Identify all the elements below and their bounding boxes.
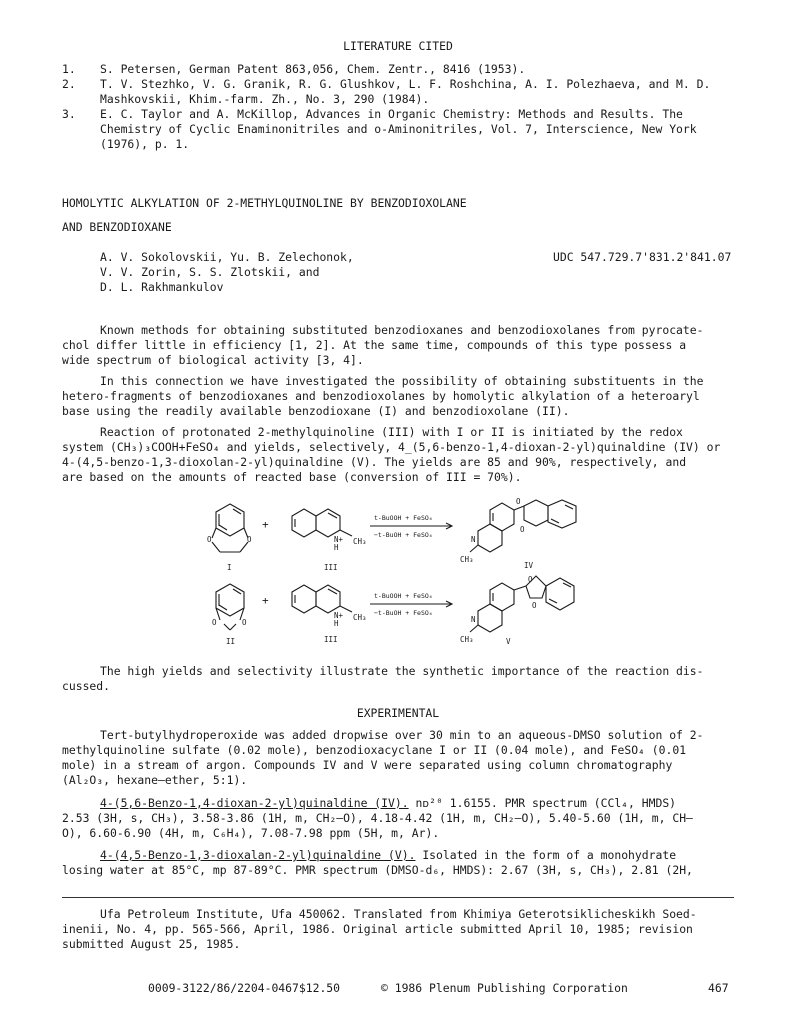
label-compound-v: V — [506, 637, 511, 646]
footnote-divider — [62, 897, 734, 898]
atom-ch3: CH₃ — [353, 537, 367, 546]
body-line: mole) in a stream of argon. Compounds IV and V were separated using column chromatography — [62, 758, 673, 772]
atom-o: O — [520, 525, 525, 534]
body-line: Tert-butylhydroperoxide was added dropwise over 30 min to an aqueous-DMSO solution of 2- — [100, 728, 704, 742]
literature-heading: LITERATURE CITED — [343, 39, 453, 53]
body-line: hetero-fragments of benzodioxanes and benzodioxolanes by homolytic alkylation of a heteroaryl — [62, 389, 700, 403]
ref-line: (1976), p. 1. — [100, 137, 190, 151]
footer-copyright: © 1986 Plenum Publishing Corporation — [381, 981, 628, 995]
arrow-reagent-top: t-BuOOH + FeSO₄ — [374, 592, 433, 600]
body-line: Known methods for obtaining substituted benzodioxanes and benzodioxolanes from pyrocate- — [100, 323, 704, 337]
arrow-reagent-top: t-BuOOH + FeSO₄ — [374, 514, 433, 522]
label-compound-ii: II — [226, 637, 236, 646]
label-compound-i: I — [227, 563, 232, 572]
udc-code: UDC 547.729.7'831.2'841.07 — [553, 250, 732, 264]
body-line: losing water at 85°C, mp 87-89°C. PMR spectrum (DMSO-d₆, HMDS): 2.67 (3H, s, CH₃), 2.81 (2H, — [62, 863, 693, 877]
body-line: 2.53 (3H, s, CH₃), 3.58-3.86 (1H, m, CH₂–O), 4.18-4.42 (1H, m, CH₂–O), 5.40-5.60 (1H, m, CH– — [62, 811, 693, 825]
compound-v-heading: 4-(4,5-Benzo-1,3-dioxalan-2-yl)quinaldine (V). — [100, 848, 416, 862]
article-title: AND BENZODIOXANE — [62, 220, 172, 234]
atom-n-plus: N+ — [334, 611, 344, 620]
atom-ch3: CH₃ — [460, 555, 474, 564]
body-line: 4-(4,5-benzo-1,3-dioxolan-2-yl)quinaldine (V). The yields are 85 and 90%, respectively, and — [62, 455, 687, 469]
ref-number: 1. — [62, 62, 76, 76]
body-line: are based on the amounts of reacted base (conversion of III = 70%). — [62, 470, 522, 484]
footnote-line: Ufa Petroleum Institute, Ufa 450062. Translated from Khimiya Geterotsiklicheskikh Soed- — [100, 907, 697, 921]
footer-code: 0009-3122/86/2204-0467$12.50 — [148, 981, 341, 995]
atom-ch3: CH₃ — [353, 613, 367, 622]
body-line: base using the readily available benzodioxane (I) and benzodioxolane (II). — [62, 404, 570, 418]
body-line: (Al₂O₃, hexane–ether, 5:1). — [62, 773, 248, 787]
arrow-reagent-bottom: −t-BuOH + FeSO₄ — [374, 609, 433, 617]
compound-v-data: Isolated in the form of a monohydrate — [415, 848, 677, 862]
label-compound-iii: III — [324, 563, 338, 572]
reaction-scheme — [190, 492, 610, 652]
page-number: 467 — [708, 981, 729, 995]
body-line: The high yields and selectivity illustrate the synthetic importance of the reaction dis- — [100, 664, 704, 678]
label-compound-iii: III — [324, 635, 338, 644]
atom-o: O — [516, 497, 521, 506]
author-line: A. V. Sokolovskii, Yu. B. Zelechonok, — [100, 250, 354, 264]
atom-h: H — [334, 543, 339, 552]
plus-sign: + — [262, 594, 269, 607]
body-line: In this connection we have investigated the possibility of obtaining substituents in the — [100, 374, 704, 388]
atom-n-plus: N+ — [334, 535, 344, 544]
body-line: methylquinoline sulfate (0.02 mole), benzodioxacyclane I or II (0.04 mole), and FeSO₄ (0.01 — [62, 743, 687, 757]
footnote-line: submitted August 25, 1985. — [62, 937, 241, 951]
ref-line: T. V. Stezhko, V. G. Granik, R. G. Glushkov, L. F. Roshchina, A. I. Polezhaeva, and M. D. — [100, 77, 711, 91]
atom-o: O — [532, 601, 537, 610]
body-line: system (CH₃)₃COOH+FeSO₄ and yields, selectively, 4_(5,6-benzo-1,4-dioxan-2-yl)quinaldine (IV) or — [62, 440, 721, 454]
ref-line: E. C. Taylor and A. McKillop, Advances in Organic Chemistry: Methods and Results. The — [100, 107, 683, 121]
atom-o: O — [247, 535, 252, 544]
compound-iv-data: nᴅ²⁰ 1.6155. PMR spectrum (CCl₄, HMDS) — [408, 796, 677, 810]
atom-n: N — [471, 615, 476, 624]
ref-number: 2. — [62, 77, 76, 91]
compound-v-line — [100, 848, 676, 863]
atom-h: H — [334, 619, 339, 628]
plus-sign: + — [262, 518, 269, 531]
ref-line: Chemistry of Cyclic Enaminonitriles and o-Aminonitriles, Vol. 7, Interscience, New York — [100, 122, 697, 136]
body-line: O), 6.60-6.90 (4H, m, C₆H₄), 7.08-7.98 ppm (5H, m, Ar). — [62, 826, 440, 840]
atom-o: O — [242, 618, 247, 627]
article-title: HOMOLYTIC ALKYLATION OF 2-METHYLQUINOLINE BY BENZODIOXOLANE — [62, 196, 467, 210]
arrow-reagent-bottom: −t-BuOH + FeSO₄ — [374, 531, 433, 539]
atom-o: O — [528, 575, 533, 584]
ref-number: 3. — [62, 107, 76, 121]
author-line: D. L. Rakhmankulov — [100, 280, 224, 294]
body-line: cussed. — [62, 679, 111, 693]
atom-n: N — [471, 535, 476, 544]
ref-line: Mashkovskii, Khim.-farm. Zh., No. 3, 290 (1984). — [100, 92, 430, 106]
atom-ch3: CH₃ — [460, 635, 474, 644]
compound-iv-line — [100, 796, 676, 811]
ref-line: S. Petersen, German Patent 863,056, Chem. Zentr., 8416 (1953). — [100, 62, 526, 76]
experimental-heading: EXPERIMENTAL — [356, 706, 440, 720]
atom-o: O — [207, 535, 212, 544]
body-line: chol differ little in efficiency [1, 2]. At the same time, compounds of this type possess a — [62, 338, 687, 352]
footnote-line: inenii, No. 4, pp. 565-566, April, 1986. Original article submitted April 10, 1985; revision — [62, 922, 693, 936]
author-line: V. V. Zorin, S. S. Zlotskii, and — [100, 265, 320, 279]
body-line: wide spectrum of biological activity [3, 4]. — [62, 353, 364, 367]
atom-o: O — [212, 618, 217, 627]
label-compound-iv: IV — [524, 561, 534, 570]
body-line: Reaction of protonated 2-methylquinoline (III) with I or II is initiated by the redox — [100, 425, 683, 439]
compound-iv-heading: 4-(5,6-Benzo-1,4-dioxan-2-yl)quinaldine (IV). — [100, 796, 409, 810]
